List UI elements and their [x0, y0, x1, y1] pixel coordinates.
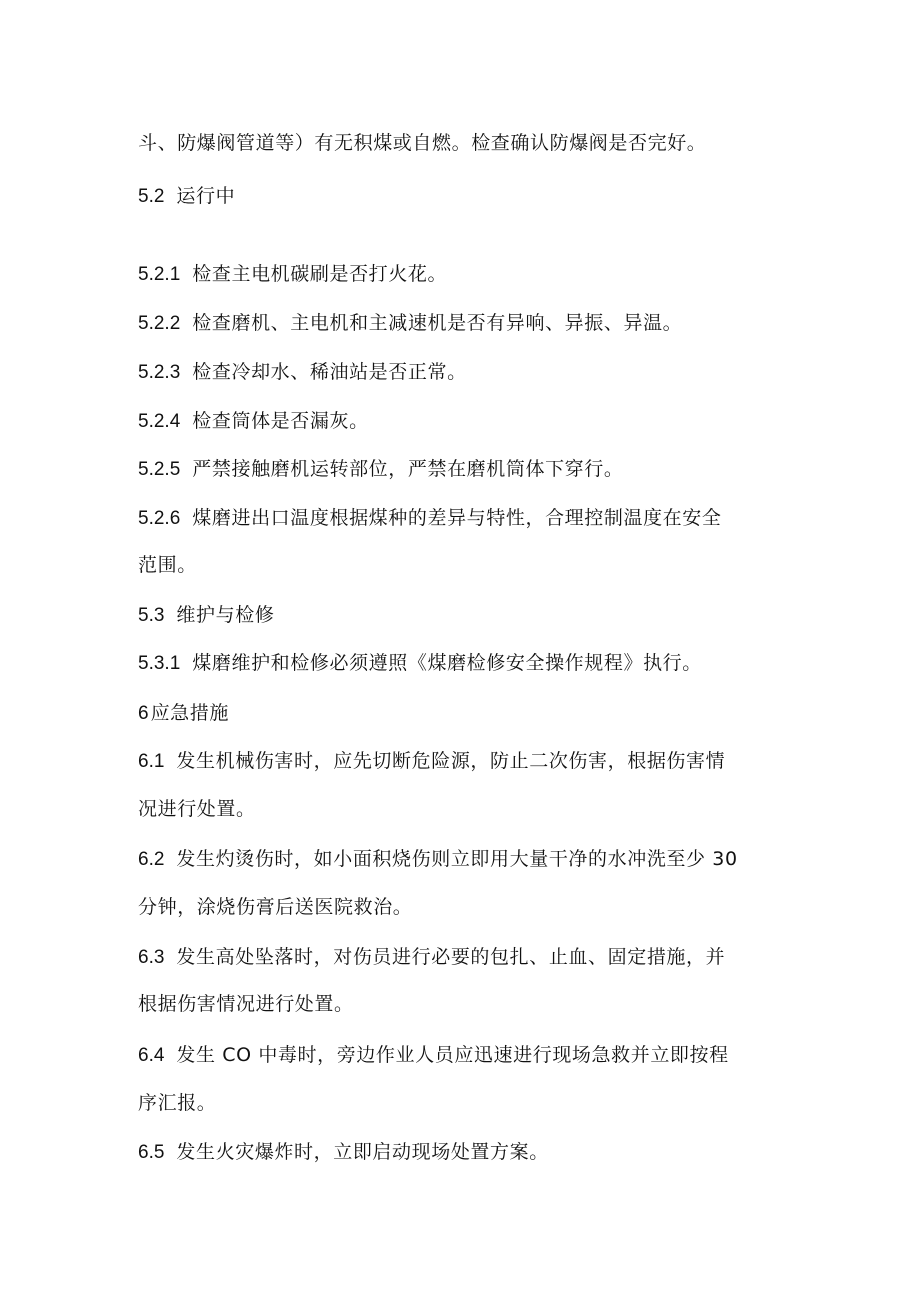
- item-text: 发生火灾爆炸时，立即启动现场处置方案。: [176, 1141, 549, 1163]
- continuation-line: [138, 797, 798, 821]
- list-item: [138, 1043, 798, 1068]
- item-text: 发生灼烫伤时，如小面积烧伤则立即用大量干净的水冲洗至少 30: [176, 848, 738, 870]
- section-heading: [138, 184, 798, 209]
- item-number: 5.2.2: [138, 313, 181, 334]
- continuation-line: [138, 895, 798, 919]
- chapter-heading: [138, 701, 798, 726]
- item-text: 煤磨维护和检修必须遵照《煤磨检修安全操作规程》执行。: [192, 652, 702, 674]
- continuation-line: [138, 1091, 798, 1115]
- item-number: 6.3: [138, 947, 165, 968]
- item-number: 5.3.1: [138, 653, 181, 674]
- item-text: 检查磨机、主电机和主减速机是否有异响、异振、异温。: [192, 312, 683, 334]
- list-item: [138, 262, 798, 287]
- list-item: [138, 311, 798, 336]
- item-text: 发生机械伤害时，应先切断危险源，防止二次伤害，根据伤害情: [176, 750, 726, 772]
- item-number: 5.2.3: [138, 362, 181, 383]
- item-number: 5.2.5: [138, 459, 181, 480]
- item-number: 5.2.6: [138, 508, 181, 529]
- line-text: 况进行处置。: [138, 798, 256, 820]
- list-item: [138, 749, 798, 774]
- line-text: 根据伤害情况进行处置。: [138, 993, 354, 1015]
- item-text: 检查筒体是否漏灰。: [192, 410, 369, 432]
- item-text: 发生 CO 中毒时，旁边作业人员应迅速进行现场急救并立即按程: [176, 1044, 729, 1066]
- item-number: 6.1: [138, 751, 165, 772]
- continuation-line: [138, 553, 798, 577]
- section-heading: [138, 603, 798, 628]
- section-title: 运行中: [176, 185, 236, 207]
- section-number: 5.2: [138, 186, 165, 207]
- chapter-title: 应急措施: [150, 702, 229, 724]
- list-item: [138, 1140, 798, 1165]
- list-item: [138, 360, 798, 385]
- item-text: 严禁接触磨机运转部位，严禁在磨机筒体下穿行。: [192, 458, 624, 480]
- item-text: 检查主电机碳刷是否打火花。: [192, 263, 448, 285]
- text-line: [138, 131, 798, 155]
- item-number: 6.2: [138, 849, 165, 870]
- list-item: [138, 651, 798, 676]
- list-item: [138, 457, 798, 482]
- line-text: 序汇报。: [138, 1092, 217, 1114]
- item-number: 6.4: [138, 1045, 165, 1066]
- item-text: 煤磨进出口温度根据煤种的差异与特性，合理控制温度在安全: [192, 507, 722, 529]
- item-number: 5.2.1: [138, 264, 181, 285]
- item-text: 发生高处坠落时，对伤员进行必要的包扎、止血、固定措施，并: [176, 946, 726, 968]
- continuation-line: [138, 992, 798, 1016]
- list-item: [138, 409, 798, 434]
- line-text: 分钟，涂烧伤膏后送医院救治。: [138, 896, 413, 918]
- item-text: 检查冷却水、稀油站是否正常。: [192, 361, 467, 383]
- list-item: [138, 847, 798, 872]
- line-text: 斗、防爆阀管道等）有无积煤或自燃。检查确认防爆阀是否完好。: [138, 132, 707, 154]
- line-text: 范围。: [138, 554, 197, 576]
- list-item: [138, 506, 798, 531]
- item-number: 5.2.4: [138, 411, 181, 432]
- chapter-number: 6: [138, 703, 149, 724]
- list-item: [138, 945, 798, 970]
- section-number: 5.3: [138, 605, 165, 626]
- item-number: 6.5: [138, 1142, 165, 1163]
- section-title: 维护与检修: [176, 604, 275, 626]
